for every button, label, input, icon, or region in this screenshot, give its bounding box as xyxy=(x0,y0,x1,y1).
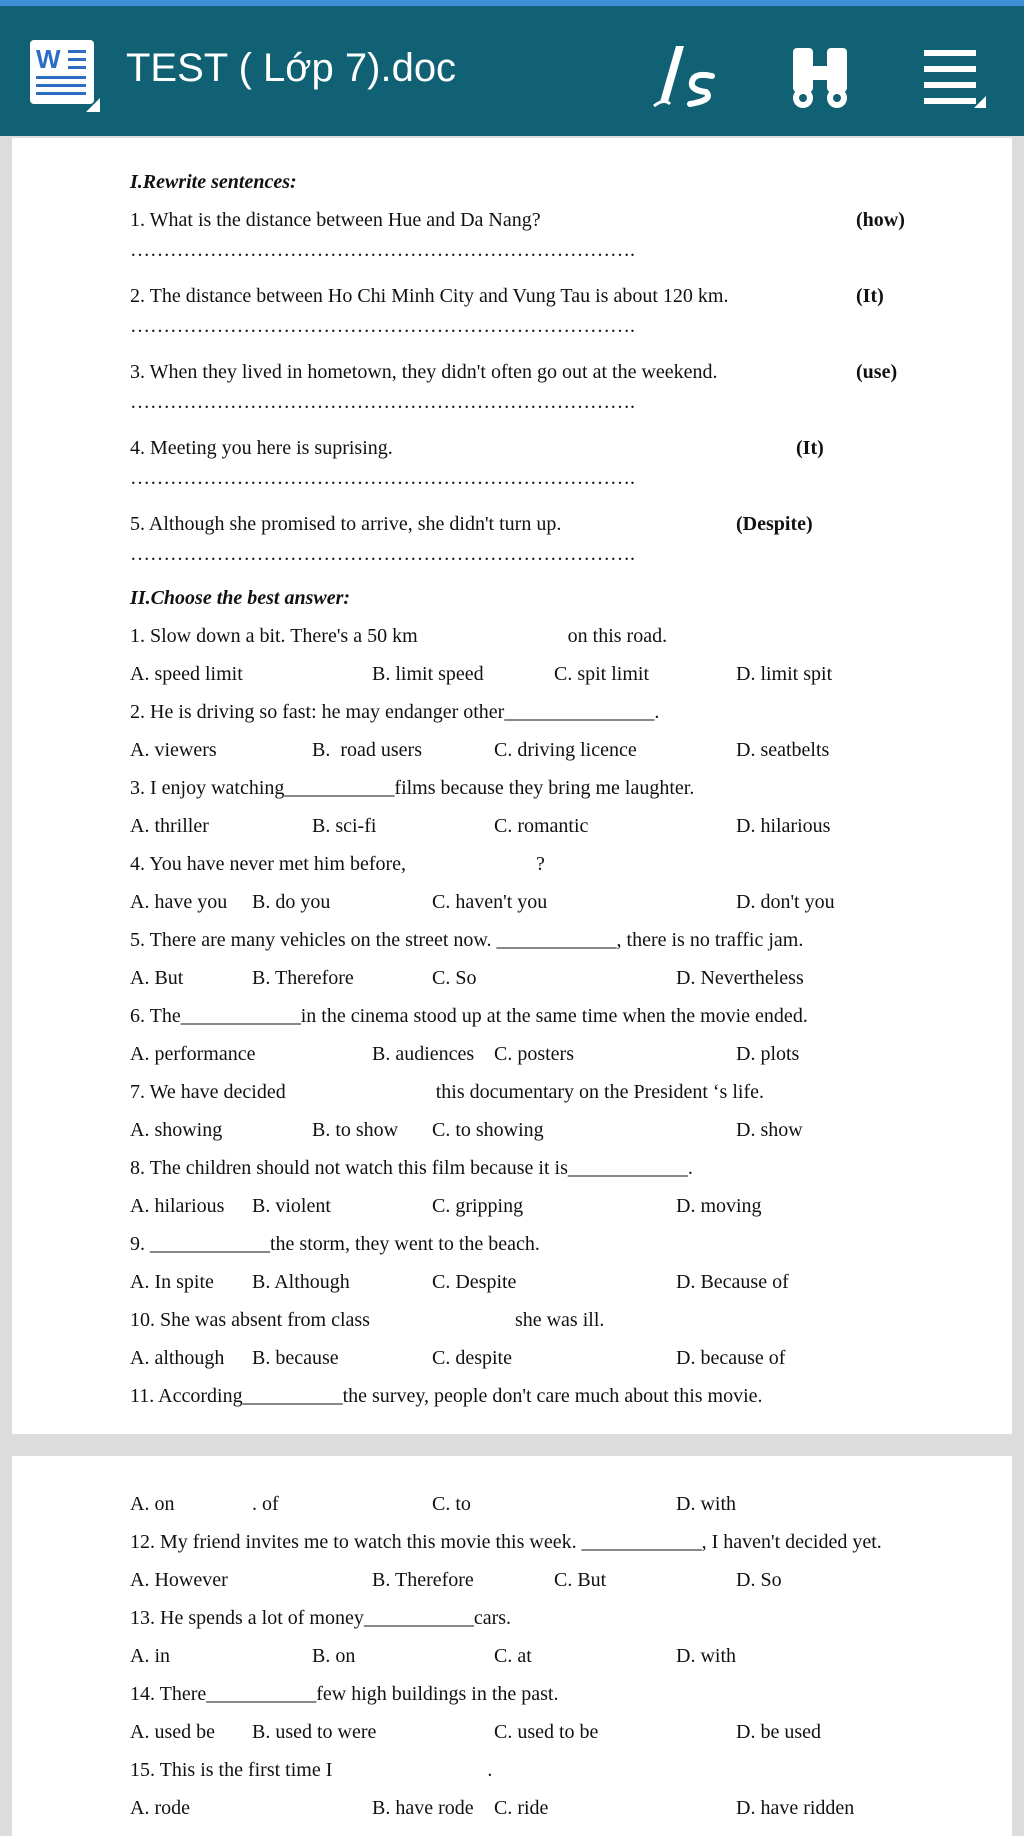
question: 14. There___________few high buildings in the past. xyxy=(130,1683,559,1705)
option: B. do you xyxy=(252,891,331,913)
answer-line: …………………………………………………………………. xyxy=(130,315,635,337)
option: B. have rode xyxy=(372,1797,474,1819)
option: B. to show xyxy=(312,1119,399,1141)
option: C. gripping xyxy=(432,1195,524,1217)
option: C. haven't you xyxy=(432,891,548,913)
question: 15. This is the first time I . xyxy=(130,1759,493,1781)
option: D. because of xyxy=(676,1347,786,1369)
menu-icon[interactable] xyxy=(918,42,988,112)
rewrite-hint: (It) xyxy=(856,285,884,307)
option: D. don't you xyxy=(736,891,835,913)
rewrite-item: 5. Although she promised to arrive, she didn't turn up. xyxy=(130,513,562,535)
option: C. romantic xyxy=(494,815,589,837)
question: 12. My friend invites me to watch this movie this week. ____________, I haven't decided yet. xyxy=(130,1531,882,1553)
rewrite-hint: (use) xyxy=(856,361,898,383)
option: B. used to were xyxy=(252,1721,377,1743)
option: A. although xyxy=(130,1347,225,1369)
option: B. Although xyxy=(252,1271,350,1293)
option: C. despite xyxy=(432,1347,512,1369)
option: C. posters xyxy=(494,1043,574,1065)
option: A. performance xyxy=(130,1043,256,1065)
option: A. have you xyxy=(130,891,228,913)
answer-line: …………………………………………………………………. xyxy=(130,391,635,413)
option: A. However xyxy=(130,1569,228,1591)
option: C. So xyxy=(432,967,477,989)
option: B. sci-fi xyxy=(312,815,377,837)
question: 13. He spends a lot of money___________cars. xyxy=(130,1607,512,1629)
option: A. used be xyxy=(130,1721,215,1743)
answer-line: …………………………………………………………………. xyxy=(130,467,635,489)
option: D. So xyxy=(736,1569,782,1591)
option: C. driving licence xyxy=(494,739,637,761)
rewrite-item: 4. Meeting you here is suprising. xyxy=(130,437,393,459)
option: C. to xyxy=(432,1493,471,1515)
option: A. on xyxy=(130,1493,175,1515)
question: 3. I enjoy watching___________films because they bring me laughter. xyxy=(130,777,695,799)
option: C. Despite xyxy=(432,1271,517,1293)
option: D. Nevertheless xyxy=(676,967,804,989)
word-doc-icon[interactable] xyxy=(28,38,102,114)
option: C. to showing xyxy=(432,1119,544,1141)
option: C. But xyxy=(554,1569,607,1591)
option: A. In spite xyxy=(130,1271,214,1293)
option: C. at xyxy=(494,1645,532,1667)
option: B. Therefore xyxy=(252,967,354,989)
question: 4. You have never met him before, ? xyxy=(130,853,545,875)
option: D. have ridden xyxy=(736,1797,855,1819)
section-heading: II.Choose the best answer: xyxy=(130,587,351,609)
binoculars-icon[interactable] xyxy=(785,42,855,112)
option: D. plots xyxy=(736,1043,800,1065)
rewrite-item: 3. When they lived in hometown, they didn't often go out at the weekend. xyxy=(130,361,718,383)
option: D. with xyxy=(676,1493,736,1515)
option: B. road users xyxy=(312,739,422,761)
rewrite-hint: (Despite) xyxy=(736,513,813,535)
option: A. thriller xyxy=(130,815,209,837)
option: B. audiences xyxy=(372,1043,475,1065)
question: 1. Slow down a bit. There's a 50 km on this road. xyxy=(130,625,668,647)
rewrite-hint: (It) xyxy=(796,437,824,459)
pen-sign-icon[interactable] xyxy=(650,42,720,112)
question: 7. We have decided this documentary on the President ‘s life. xyxy=(130,1081,764,1103)
option: A. in xyxy=(130,1645,170,1667)
option: A. But xyxy=(130,967,184,989)
app-toolbar xyxy=(0,6,1024,136)
option: B. Therefore xyxy=(372,1569,474,1591)
option: . of xyxy=(252,1493,279,1515)
rewrite-item: 1. What is the distance between Hue and Da Nang? xyxy=(130,209,541,231)
rewrite-item: 2. The distance between Ho Chi Minh City and Vung Tau is about 120 km. xyxy=(130,285,729,307)
option: C. used to be xyxy=(494,1721,599,1743)
rewrite-hint: (how) xyxy=(856,209,905,231)
question: 8. The children should not watch this film because it is____________. xyxy=(130,1157,693,1179)
option: B. because xyxy=(252,1347,339,1369)
option: A. speed limit xyxy=(130,663,243,685)
document-page-1 xyxy=(12,138,1012,1434)
option: D. with xyxy=(676,1645,736,1667)
option: D. be used xyxy=(736,1721,821,1743)
option: D. seatbelts xyxy=(736,739,830,761)
option: A. viewers xyxy=(130,739,217,761)
answer-line: …………………………………………………………………. xyxy=(130,239,635,261)
option: C. spit limit xyxy=(554,663,650,685)
option: A. rode xyxy=(130,1797,190,1819)
answer-line: …………………………………………………………………. xyxy=(130,543,635,565)
option: C. ride xyxy=(494,1797,549,1819)
question: 2. He is driving so fast: he may endanger other_______________. xyxy=(130,701,660,723)
option: D. Because of xyxy=(676,1271,789,1293)
option: A. hilarious xyxy=(130,1195,225,1217)
question: 5. There are many vehicles on the street now. ____________, there is no traffic jam. xyxy=(130,929,804,951)
option: D. limit spit xyxy=(736,663,833,685)
option: B. violent xyxy=(252,1195,331,1217)
option: B. on xyxy=(312,1645,356,1667)
option: A. showing xyxy=(130,1119,223,1141)
question: 10. She was absent from class she was ill. xyxy=(130,1309,605,1331)
option: B. limit speed xyxy=(372,663,484,685)
question: 11. According__________the survey, people don't care much about this movie. xyxy=(130,1385,763,1407)
option: D. moving xyxy=(676,1195,762,1217)
document-page-2 xyxy=(12,1456,1012,1836)
section-heading: I.Rewrite sentences: xyxy=(130,171,297,193)
option: D. hilarious xyxy=(736,815,831,837)
document-title: TEST ( Lớp 7).doc xyxy=(126,46,457,90)
svg-text:W: W xyxy=(36,44,61,74)
question: 9. ____________the storm, they went to the beach. xyxy=(130,1233,540,1255)
question: 6. The____________in the cinema stood up at the same time when the movie ended. xyxy=(130,1005,808,1027)
option: D. show xyxy=(736,1119,803,1141)
